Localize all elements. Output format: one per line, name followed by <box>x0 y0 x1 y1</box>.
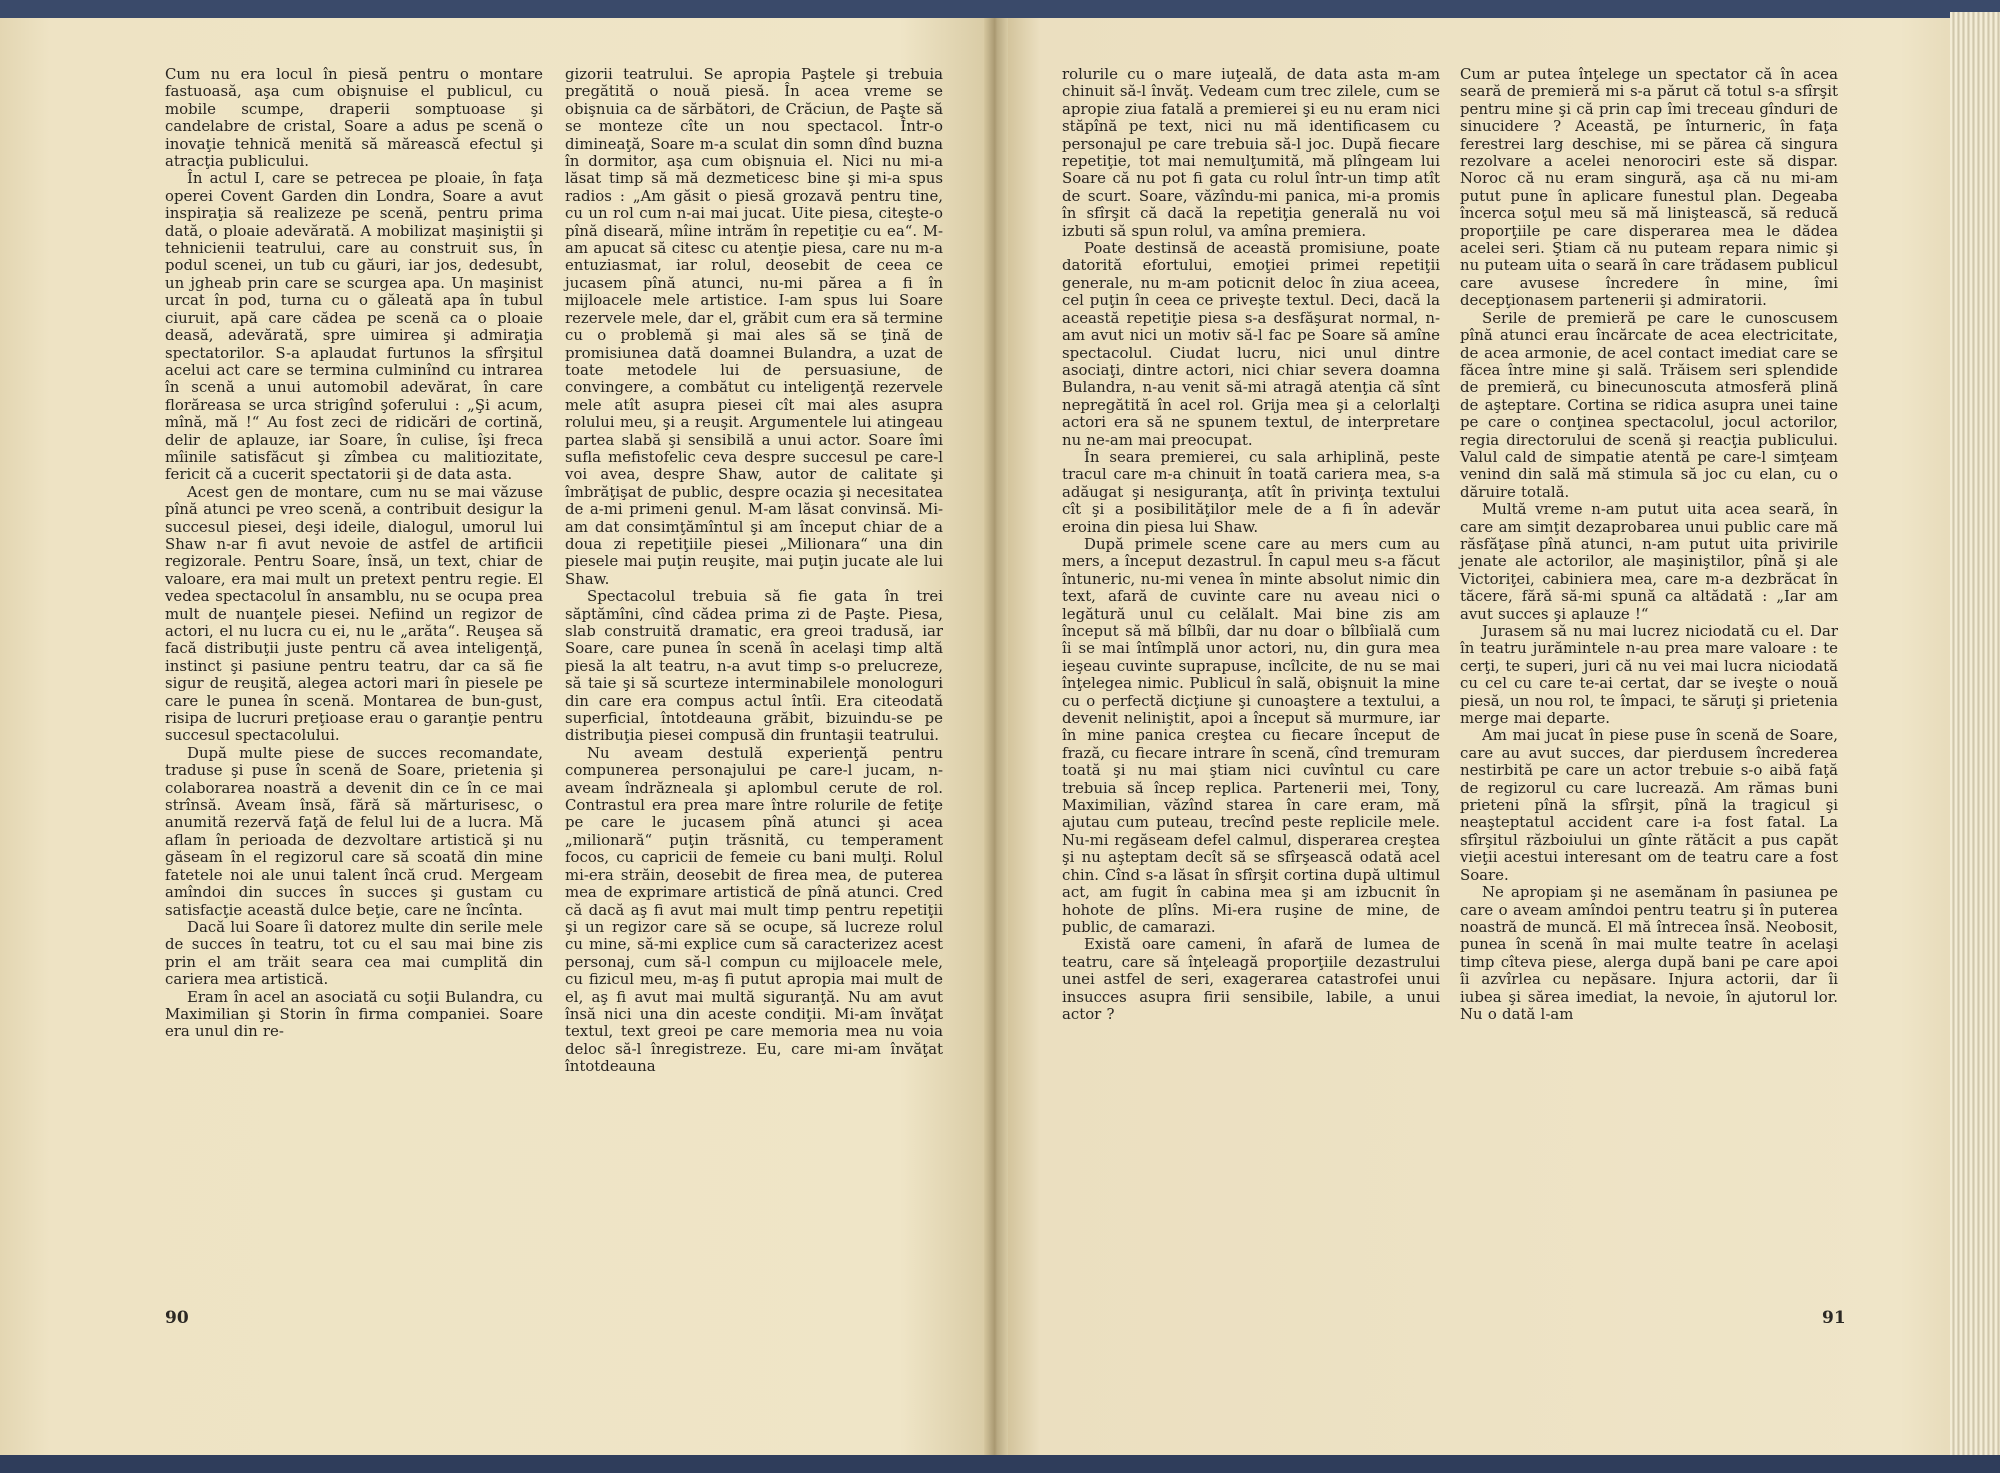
paragraph: Dacă lui Soare îi datorez multe din serile mele de succes în teatru, tot cu el sau mai bine zis prin el am trăit seara cea mai cumplită din cariera mea artistică. <box>165 917 543 989</box>
page-edges <box>1950 12 2000 1467</box>
text-column-4 <box>1460 66 1838 1023</box>
paragraph: gizorii teatrului. Se apropia Paştele şi trebuia pregătită o nouă piesă. În acea vreme se obişnuia ca de sărbători, de Crăciun, de Paşte să se monteze cîte un nou spectacol. Într-o dimineaţă, Soare m-a sculat din somn dînd buzna în dormitor, aşa cum obişnuia el. Nici nu mi-a lăsat timp să mă dezmeticesc bine şi mi-a spus radios : „Am găsit o piesă grozavă pentru tine, cu un rol cum n-ai mai jucat. Uite piesa, citeşte-o pînă diseară, mîine intrăm în repetiţie cu ea“. M-am apucat să citesc cu atenţie piesa, care nu m-a entuziasmat, iar rolul, deosebit de ceea ce jucasem pînă atunci, nu-mi părea a fi în mijloacele mele artistice. I-am spus lui Soare rezervele mele, dar el, grăbit cum era să termine cu o problemă şi mai ales să se ţină de promisiunea dată doamnei Bulandra, a uzat de toate metodele lui de persuasiune, de convingere, a combătut cu inteligenţă rezervele mele atît asupra piesei cît mai ales asupra rolului meu, şi a reuşit. Argumentele lui atingeau partea slabă şi sensibilă a unui actor. Soare îmi sufla mefistofelic ceva despre succesul pe care-l voi avea, despre Shaw, autor de calitate şi îmbrăţişat de public, despre ocazia şi necesitatea de a-mi primeni genul. M-am lăsat convinsă. Mi-am dat consimţămîntul şi am început chiar de a doua zi repetiţiile piesei „Milionara“ una din piesele mai puţin reuşite, mai puţin jucate ale lui Shaw. <box>565 65 943 588</box>
paragraph: După multe piese de succes recomandate, traduse şi puse în scenă de Soare, prietenia şi colaborarea noastră a devenit din ce în ce mai strînsă. Aveam însă, fără să mărturisesc, o anumită rezervă faţă de felul lui de a lucra. Mă aflam în perioada de dezvoltare artistică şi nu găseam în el regizorul care să scoată din mine fatetele noi ale unui talent încă crud. Mergeam amîndoi din succes în succes şi gustam cu satisfacţie această dulce beţie, care ne încînta. <box>165 743 543 919</box>
paragraph: După primele scene care au mers cum au mers, a început dezastrul. În capul meu s-a făcut întuneric, nu-mi venea în minte absolut nimic din text, afară de cuvinte care nu aveau nici o legătură unul cu celălalt. Mai bine zis am început să mă bîlbîi, dar nu doar o bîlbîială cum îi se mai întîmplă unor actori, nu, din gura mea ieşeau cuvinte suprapuse, incîlcite, de nu se mai înţelegea nimic. Publicul în sală, obişnuit la mine cu o perfectă dicţiune şi cunoaştere a textului, a devenit neliniştit, apoi a început să murmure, iar în mine panica creştea cu fiecare început de frază, cu fiecare intrare în scenă, cînd tremuram toată şi nu mai ştiam nici cuvîntul cu care trebuia să încep replica. Partenerii mei, Tony, Maximilian, văzînd starea în care eram, mă ajutau cum puteau, trecînd peste replicile mele. Nu-mi regăseam defel calmul, disperarea creştea şi nu aşteptam decît să se sfîrşească odată acel chin. Cînd s-a lăsat în sfîrşit cortina după ultimul act, am fugit în cabina mea şi am izbucnit în hohote de plîns. Mi-era ruşine de mine, de public, de camarazi. <box>1062 534 1440 936</box>
paragraph: rolurile cu o mare iuţeală, de data asta m-am chinuit să-l învăţ. Vedeam cum trec zilele, cum se apropie ziua fatală a premierei şi eu nu eram nici stăpînă pe text, nici nu mă identificasem cu personajul pe care trebuia să-l joc. După fiecare repetiţie, tot mai nemulţumită, mă plîngeam lui Soare că nu pot fi gata cu rolul într-un timp atît de scurt. Soare, văzîndu-mi panica, mi-a promis în sfîrşit că dacă la repetiţia generală nu voi izbuti să spun rolul, va amîna premiera. <box>1062 65 1440 240</box>
paragraph: Spectacolul trebuia să fie gata în trei săptămîni, cînd cădea prima zi de Paşte. Piesa, slab construită dramatic, era greoi tradusă, iar Soare, care punea în scenă în acelaşi timp altă piesă la alt teatru, n-a avut timp s-o prelucreze, să taie şi să scurteze interminabilele monologuri din care era compus actul întîi. Era citeodată superficial, întotdeauna grăbit, bizuindu-se pe distribuţia piesei compusă din fruntaşii teatrului. <box>565 587 943 745</box>
paragraph: Eram în acel an asociată cu soţii Bulandra, cu Maximilian şi Storin în firma companiei. Soare era unul din re- <box>165 987 543 1041</box>
paragraph: În seara premierei, cu sala arhiplină, peste tracul care m-a chinuit în toată cariera mea, s-a adăugat şi nesiguranţa, atît în privinţa textului cît şi a posibilităţilor mele de a fi în adevăr eroina din piesa lui Shaw. <box>1062 447 1440 536</box>
paragraph: Multă vreme n-am putut uita acea seară, în care am simţit dezaprobarea unui public care mă răsfăţase pînă atunci, n-am putut uita privirile jenate ale actorilor, ale maşiniştilor, pînă şi ale Victoriţei, cabiniera mea, care m-a dezbrăcat în tăcere, fără să-mi spună ca altădată : „Iar am avut succes şi aplauze !“ <box>1460 500 1838 623</box>
text-column-2 <box>565 66 943 1076</box>
paragraph: Cum ar putea înţelege un spectator că în acea seară de premieră mi s-a părut că totul s-a sfîrşit pentru mine şi că prin cap îmi treceau gînduri de sinucidere ? Această, pe înturneric, în faţa ferestrei larg deschise, mi se părea că singura rezolvare a acelei nenorociri este să dispar. Noroc că nu eram singură, aşa că nu mi-am putut pune în aplicare funestul plan. Degeaba încerca soţul meu să mă liniştească, să reducă proporţiile pe care disperarea mea le dădea acelei seri. Ştiam că nu puteam repara nimic şi nu puteam uita o seară în care trădasem publicul care avusese încredere în mine, îmi decepţionasem partenerii şi admiratorii. <box>1460 65 1838 310</box>
paragraph: Nu aveam destulă experienţă pentru compunerea personajului pe care-l jucam, n-aveam îndrăzneala şi aplombul cerute de rol. Contrastul era prea mare între rolurile de fetiţe pe care le jucasem pînă atunci şi acea „milionară“ puţin trăsnită, cu temperament focos, cu capricii de femeie cu bani mulţi. Rolul mi-era străin, deosebit de firea mea, de puterea mea de exprimare artistică de pînă atunci. Cred că dacă aş fi avut mai mult timp pentru repetiţii şi un regizor care să se ocupe, să lucreze rolul cu mine, să-mi explice cum să caracterizez acest personaj, cum să-l compun cu mijloacele mele, cu fizicul meu, m-aş fi putut apropia mai mult de el, aş fi avut mai multă siguranţă. Nu am avut însă nici una din aceste condiţii. Mi-am învăţat textul, text greoi pe care memoria mea nu voia deloc să-l înregistreze. Eu, care mi-am învăţat întotdeauna <box>565 743 943 1076</box>
paragraph: Serile de premieră pe care le cunoscusem pînă atunci erau încărcate de acea electricitate, de acea armonie, de acel contact imediat care se făcea între mine şi sală. Trăisem seri splendide de premieră, cu binecunoscuta atmosferă plină de aşteptare. Cortina se ridica asupra unei taine pe care o conţinea spectacolul, jocul actorilor, regia directorului de scenă şi reacţia publicului. Valul cald de simpatie atentă pe care-l simţeam venind din sală mă stimula să joc cu elan, cu o dăruire totală. <box>1460 308 1838 501</box>
book-cover <box>0 1455 2000 1473</box>
page-number-right: 91 <box>1822 1308 1846 1328</box>
paragraph: Ne apropiam şi ne asemănam în pasiunea pe care o aveam amîndoi pentru teatru şi în puterea noastră de muncă. El mă întrecea însă. Neobosit, punea în scenă în mai multe teatre în acelaşi timp cîteva piese, alerga după bani pe care apoi îi azvîrlea cu nepăsare. Injura actorii, dar îi iubea şi sărea imediat, la nevoie, în ajutorul lor. Nu o dată l-am <box>1460 883 1838 1023</box>
paragraph: Acest gen de montare, cum nu se mai văzuse pînă atunci pe vreo scenă, a contribuit desigur la succesul piesei, deşi ideile, dialogul, umorul lui Shaw n-ar fi avut nevoie de astfel de artificii regizorale. Pentru Soare, însă, un text, chiar de valoare, era mai mult un pretext pentru regie. El vedea spectacolul în ansamblu, nu se ocupa prea mult de nuanţele piesei. Nefiind un regizor de actori, el nu lucra cu ei, nu le „arăta“. Reuşea să facă distribuţii juste pentru că avea inteligenţă, instinct şi pasiune pentru teatru, dar ca să fie sigur de reuşită, alegea actori mari în piesele pe care le punea în scenă. Montarea de bun-gust, risipa de lucruri preţioase erau o garanţie pentru succesul spectacolului. <box>165 482 543 745</box>
paragraph: Poate destinsă de această promisiune, poate datorită efortului, emoţiei primei repetiţii generale, nu m-am poticnit deloc în ziua aceea, cel puţin în ceea ce priveşte textul. Deci, dacă la această repetiţie piesa s-a desfăşurat normal, n-am avut nici un motiv să-l fac pe Soare să amîne spectacolul. Ciudat lucru, nici unul dintre asociaţi, dintre actori, nici chiar severa doamna Bulandra, n-au venit să-mi atragă atenţia că sînt nepregătită în acel rol. Grija mea şi a celorlalţi actori era să ne spunem textul, de interpretare nu ne-am mai preocupat. <box>1062 239 1440 449</box>
paragraph: Cum nu era locul în piesă pentru o montare fastuoasă, aşa cum obişnuise el publicul, cu mobile scumpe, draperii somptuoase şi candelabre de cristal, Soare a adus pe scenă o inovaţie tehnică menită să mărească efectul şi atracţia publicului. <box>165 65 543 171</box>
paragraph: Jurasem să nu mai lucrez niciodată cu el. Dar în teatru jurămintele n-au prea mare valoare : te cerţi, te superi, juri că nu vei mai lucra niciodată cu cel cu care te-ai certat, dar se iveşte o nouă piesă, un nou rol, te împaci, te săruţi şi prietenia merge mai departe. <box>1460 622 1838 728</box>
text-column-1 <box>165 66 543 1041</box>
paragraph: Am mai jucat în piese puse în scenă de Soare, care au avut succes, dar pierdusem încrederea nestirbită pe care un actor trebuie s-o aibă faţă de regizorul cu care lucrează. Am rămas buni prieteni pînă la sfîrşit, pînă la tragicul şi neaşteptatul accident care i-a fost fatal. La sfîrşitul războiului un gînte rătăcit a pus capăt vieţii acestui interesant om de teatru care a fost Soare. <box>1460 726 1838 884</box>
book-gutter <box>984 18 1008 1458</box>
text-column-3 <box>1062 66 1440 1023</box>
paragraph: În actul I, care se petrecea pe ploaie, în faţa operei Covent Garden din Londra, Soare a avut inspiraţia să realizeze pe scenă, pentru prima dată, o ploaie adevărată. A mobilizat maşiniştii şi tehnicienii teatrului, care au construit sus, în podul scenei, un tub cu găuri, iar jos, dedesubt, un jgheab prin care se scurgea apa. Un maşinist urcat în pod, turna cu o găleată apa în tubul ciuruit, apă care cădea pe scenă ca o ploaie deasă, adevărată, spre uimirea şi admiraţia spectatorilor. S-a aplaudat furtunos la sfîrşitul acelui act care se termina culminînd cu intrarea în scenă a unui automobil adevărat, în care florăreasa se urca strigînd şoferului : „Şi acum, mînă, mă !“ Au fost zeci de ridicări de cortină, delir de aplauze, iar Soare, în culise, îşi freca mîinile satisfăcut şi zîmbea cu malitiozitate, fericit că a cucerit spectatorii şi de data asta. <box>165 169 543 484</box>
page-number-left: 90 <box>165 1308 189 1328</box>
paragraph: Există oare cameni, în afară de lumea de teatru, care să înţeleagă proporţiile dezastrului unei astfel de seri, exagerarea catastrofei unui insucces asupra firii sensibile, labile, a unui actor ? <box>1062 935 1440 1023</box>
